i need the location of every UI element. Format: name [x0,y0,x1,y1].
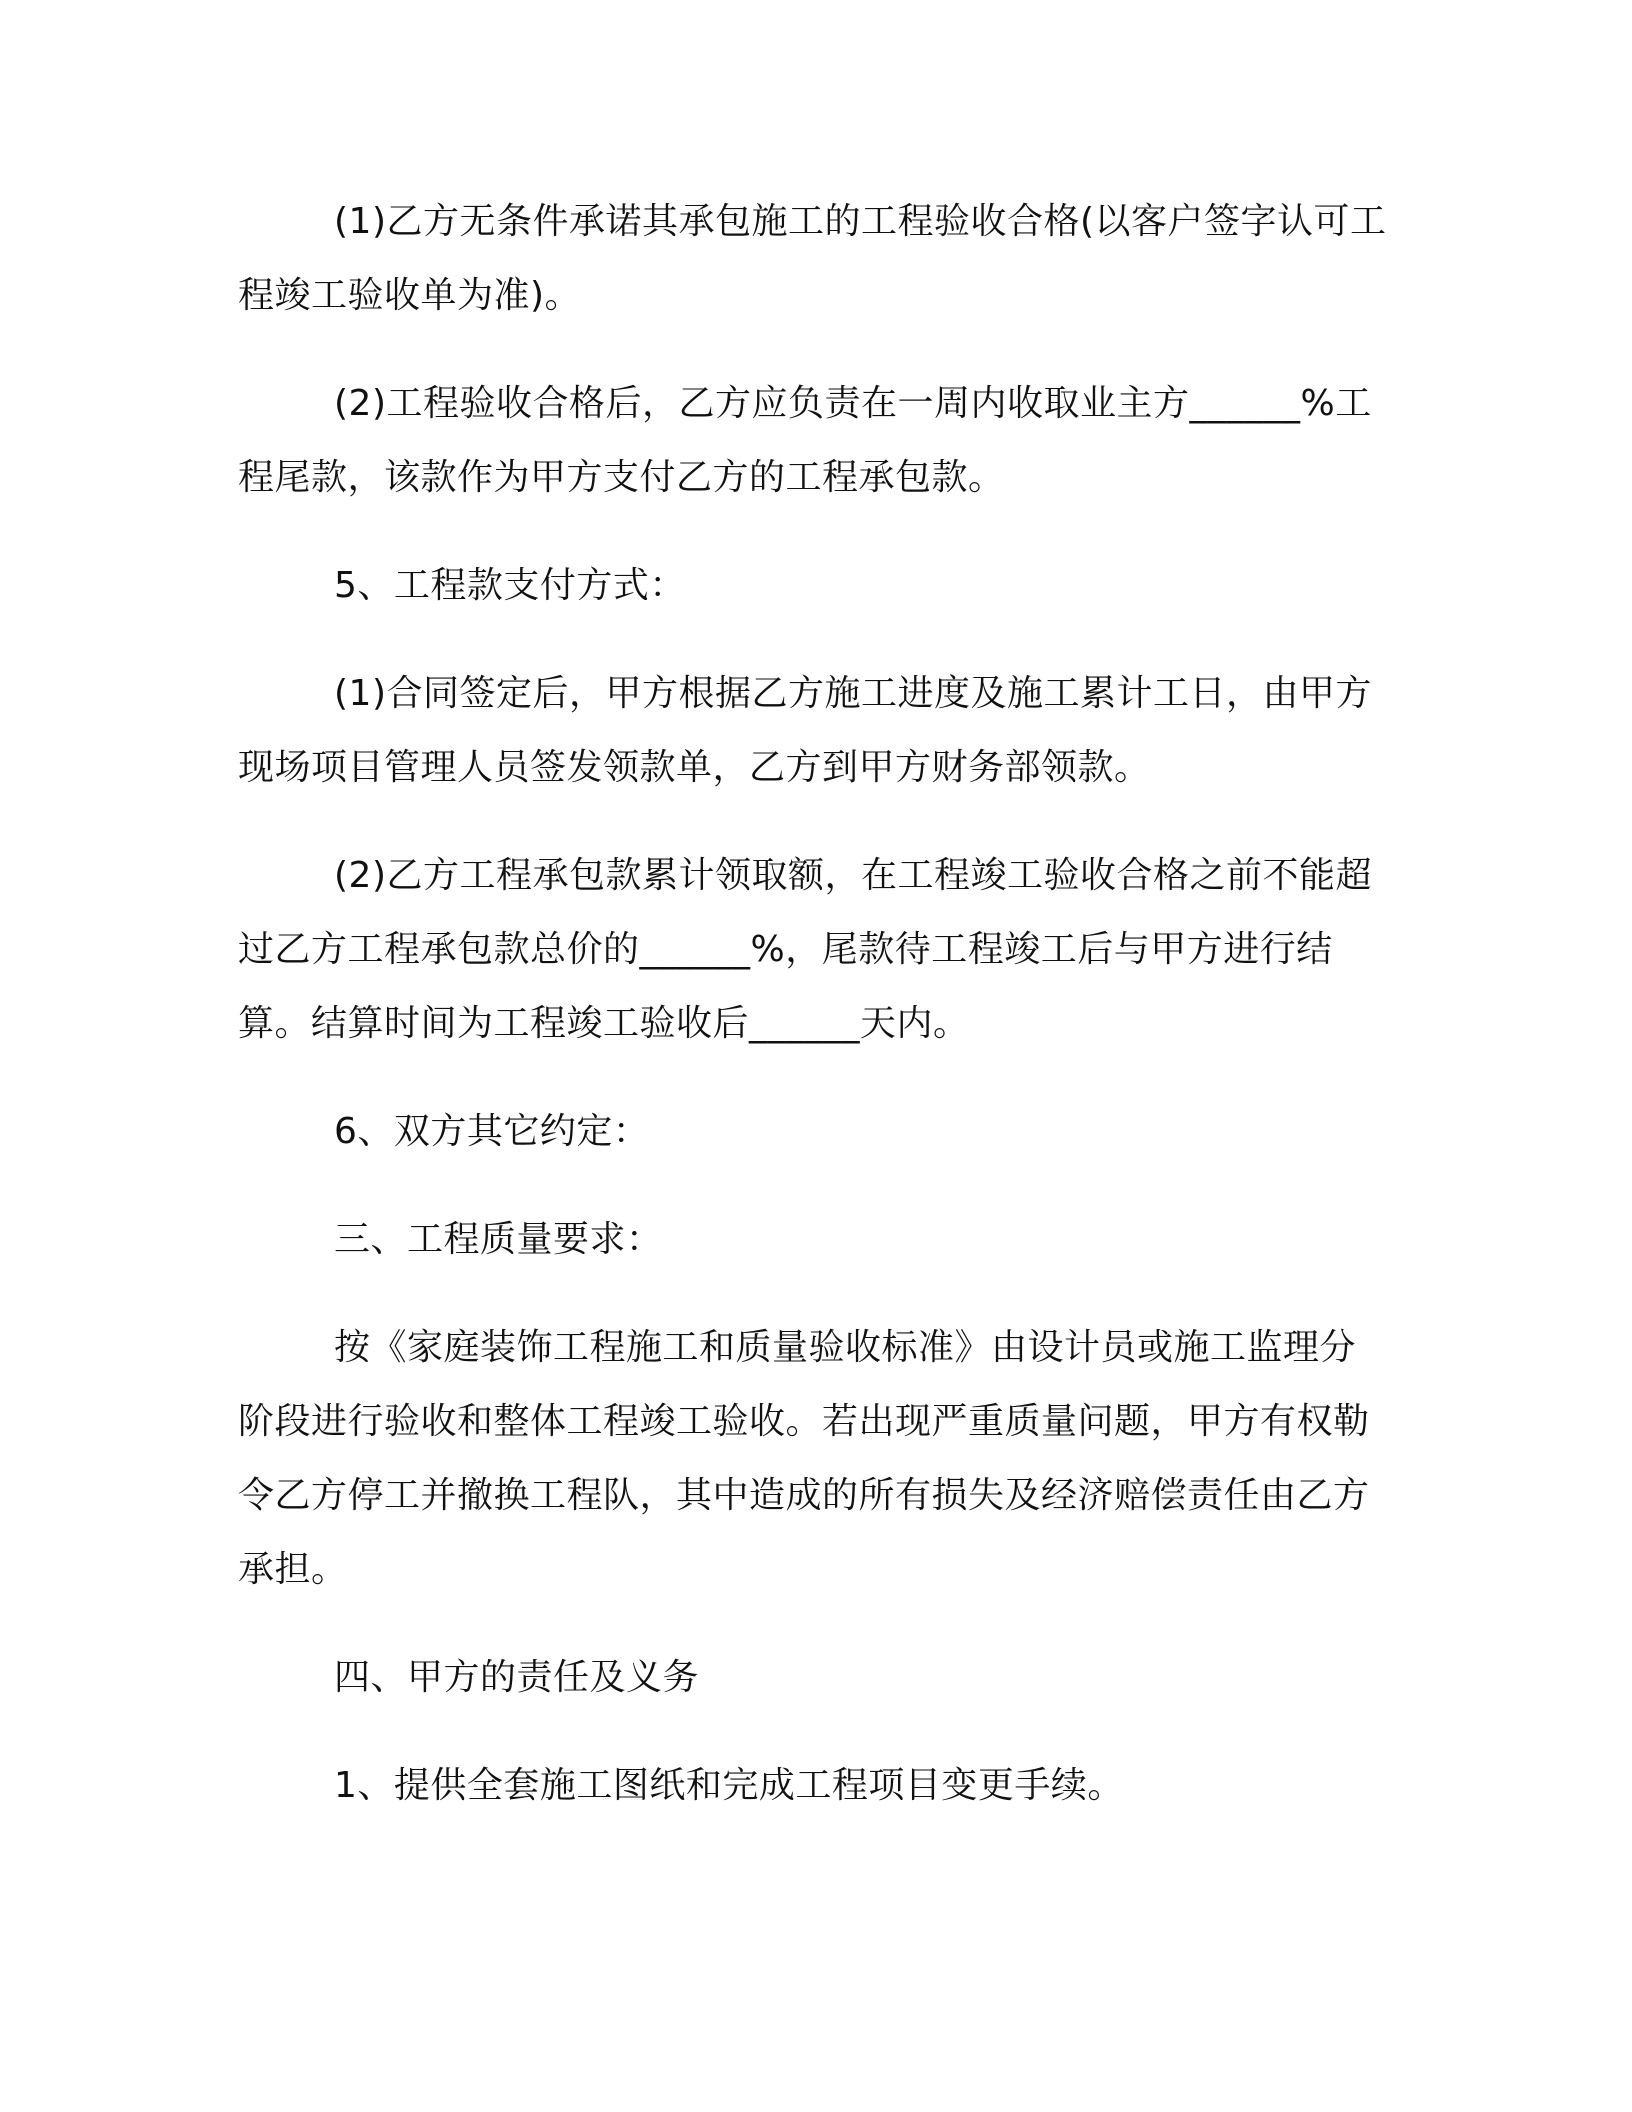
section-other-agreements: 6、双方其它约定： [334,1111,650,1152]
paragraph-acceptance-commitment: (1)乙方无条件承诺其承包施工的工程验收合格(以客户签字认可工程竣工验收单为准)。 [238,201,1387,316]
paragraph-final-payment-collection: (2)工程验收合格后，乙方应负责在一周内收取业主方______%工程尾款，该款作为甲方支付乙方的工程承包款。 [238,383,1372,498]
paragraph-payment-after-signing: (1)合同签定后，甲方根据乙方施工进度及施工累计工日，由甲方现场项目管理人员签发领款单，乙方到甲方财务部领款。 [238,673,1372,788]
section-quality-requirements: 三、工程质量要求： [334,1219,663,1260]
section-party-a-responsibilities: 四、甲方的责任及义务 [334,1657,700,1698]
paragraph-provide-drawings: 1、提供全套施工图纸和完成工程项目变更手续。 [334,1765,1124,1806]
paragraph-quality-standard: 按《家庭装饰工程施工和质量验收标准》由设计员或施工监理分阶段进行验收和整体工程竣工验收。若出现严重质量问题，甲方有权勒令乙方停工并撤换工程队，其中造成的所有损失及经济赔偿责任由乙方承担。 [238,1327,1370,1590]
document-body [238,185,1388,1857]
section-payment-method: 5、工程款支付方式： [334,565,686,606]
paragraph-cumulative-payment-limit: (2)乙方工程承包款累计领取额，在工程竣工验收合格之前不能超过乙方工程承包款总价的______%，尾款待工程竣工后与甲方进行结算。结算时间为工程竣工验收后______天内。 [238,855,1372,1044]
